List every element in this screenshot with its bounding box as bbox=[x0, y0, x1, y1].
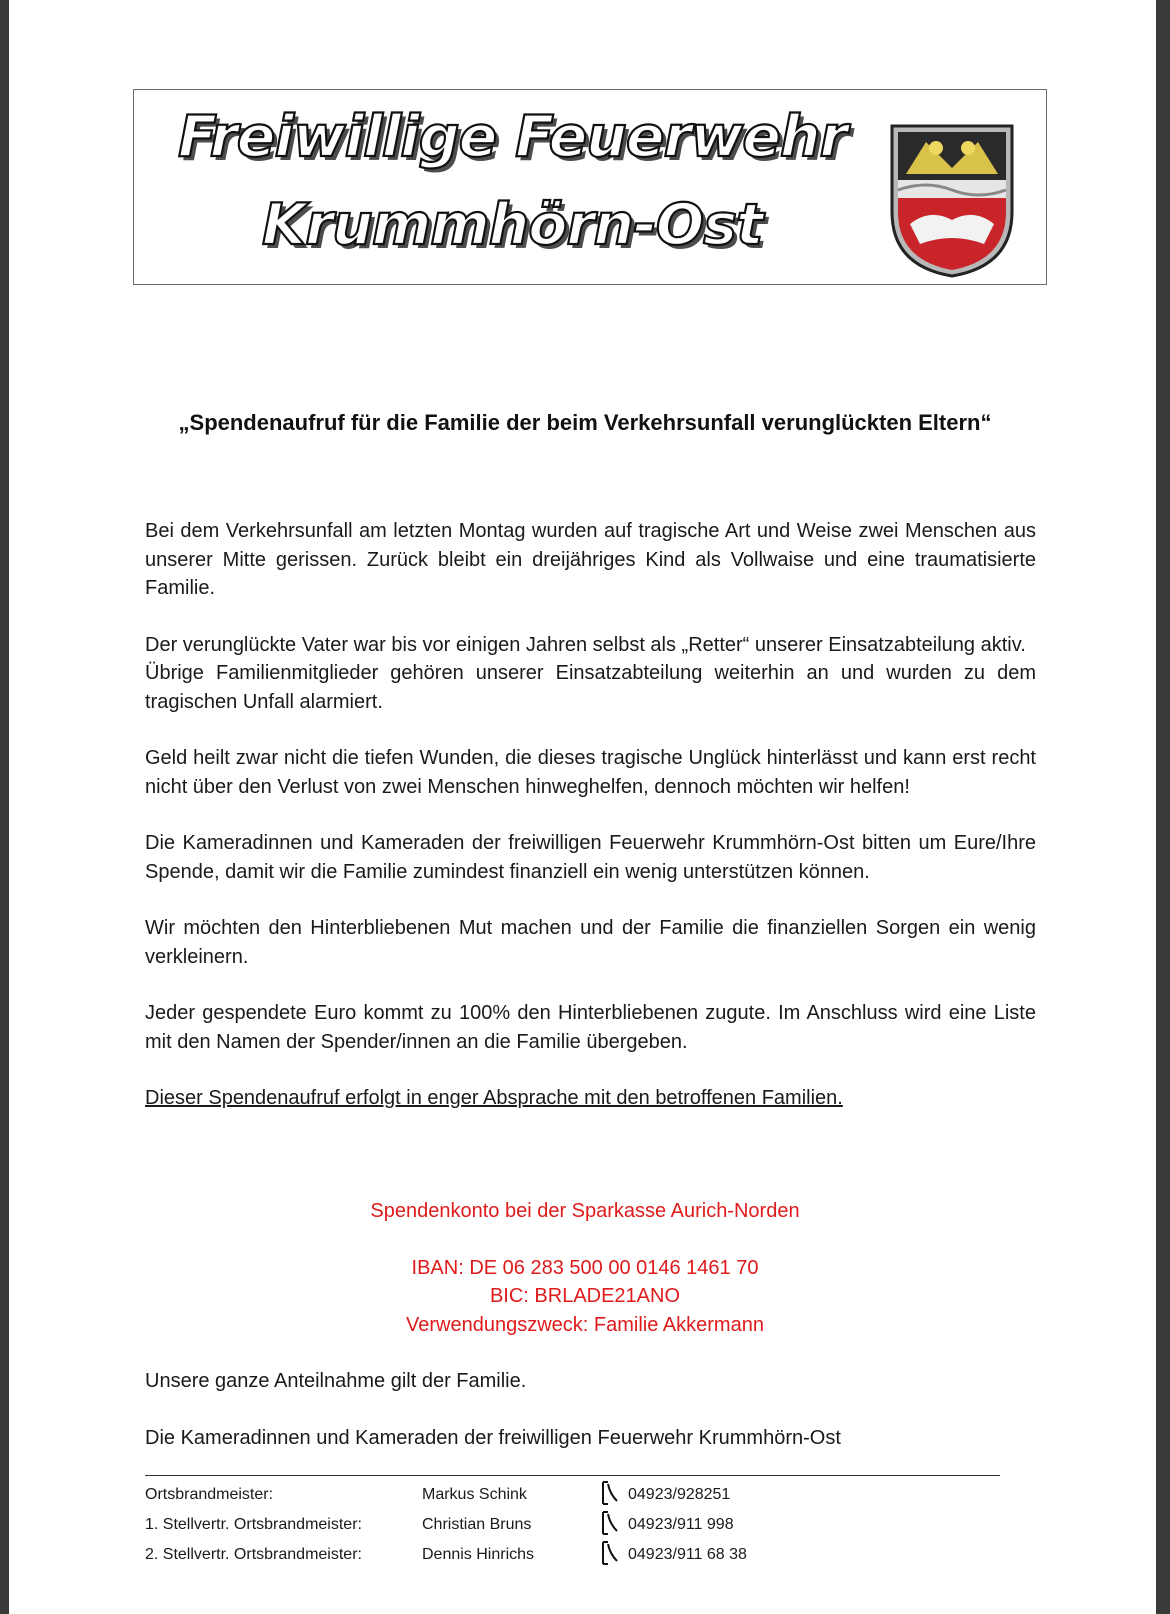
phone-icon bbox=[600, 1510, 620, 1536]
donation-account bbox=[0, 1197, 1170, 1339]
contact-phone[interactable]: 04923/911 998 bbox=[628, 1516, 734, 1533]
paragraph-accident: Bei dem Verkehrsunfall am letzten Montag wurden auf tragische Art und Weise zwei Menschen aus unserer Mitte gerissen. Zurück bleibt ein dreijähriges Kind als Vollwaise und eine traumatisierte Familie. bbox=[145, 520, 1036, 599]
contact-phone[interactable]: 04923/928251 bbox=[628, 1486, 731, 1503]
coat-of-arms-icon bbox=[886, 120, 1018, 280]
contact-role: Ortsbrandmeister: bbox=[145, 1486, 274, 1503]
donation-iban: IBAN: DE 06 283 500 00 0146 1461 70 bbox=[411, 1256, 759, 1279]
appeal-title: „Spendenaufruf für die Familie der beim Verkehrsunfall verunglückten Eltern“ bbox=[178, 410, 992, 435]
donation-purpose: Verwendungszweck: Familie Akkermann bbox=[406, 1313, 764, 1336]
page-edge-right bbox=[1156, 0, 1170, 1614]
closing bbox=[145, 1367, 1036, 1452]
paragraph-father: Der verunglückte Vater war bis vor einigen Jahren selbst als „Retter“ unserer Einsatzabteilung aktiv. bbox=[145, 633, 1026, 656]
org-name-line-1: Freiwillige Feuerwehr bbox=[178, 104, 847, 170]
phone-icon bbox=[600, 1540, 620, 1566]
contact-role: 1. Stellvertr. Ortsbrandmeister: bbox=[145, 1516, 362, 1533]
contact-name: Dennis Hinrichs bbox=[422, 1546, 535, 1563]
sympathy-line: Unsere ganze Anteilnahme gilt der Familie. bbox=[145, 1370, 527, 1392]
paragraph-money: Geld heilt zwar nicht die tiefen Wunden, die dieses tragische Unglück hinterlässt und kann erst recht nicht über den Verlust von zwei Menschen hinweghelfen, dennoch möchten wir helfen! bbox=[145, 747, 1036, 798]
divider bbox=[145, 1475, 1000, 1476]
paragraph-family-members: Übrige Familienmitglieder gehören unserer Einsatzabteilung weiterhin an und wurden zu dem tragischen Unfall alarmiert. bbox=[145, 662, 1036, 713]
paragraph-request: Die Kameradinnen und Kameraden der freiwilligen Feuerwehr Krummhörn-Ost bitten um Eure/Ihre Spende, damit wir die Familie zumindest finanziell ein wenig unterstützen können. bbox=[145, 832, 1036, 883]
page-edge-left bbox=[0, 0, 9, 1614]
appeal-body bbox=[145, 517, 1036, 1141]
donation-bic: BIC: BRLADE21ANO bbox=[489, 1285, 681, 1307]
contact-name: Markus Schink bbox=[422, 1486, 527, 1503]
contact-role: 2. Stellvertr. Ortsbrandmeister: bbox=[145, 1546, 362, 1563]
org-name-line-2: Krummhörn-Ost bbox=[262, 192, 763, 258]
paragraph-courage: Wir möchten den Hinterbliebenen Mut machen und der Familie die finanziellen Sorgen ein wenig verkleinern. bbox=[145, 917, 1036, 968]
contact-phone[interactable]: 04923/911 68 38 bbox=[628, 1546, 747, 1563]
phone-icon bbox=[600, 1480, 620, 1506]
letterhead bbox=[133, 89, 1047, 285]
donation-heading: Spendenkonto bei der Sparkasse Aurich-Norden bbox=[370, 1200, 800, 1222]
signature-line: Die Kameradinnen und Kameraden der freiwilligen Feuerwehr Krummhörn-Ost bbox=[145, 1426, 841, 1449]
paragraph-agreement: Dieser Spendenaufruf erfolgt in enger Absprache mit den betroffenen Familien. bbox=[145, 1087, 843, 1109]
contact-name: Christian Bruns bbox=[422, 1516, 532, 1533]
paragraph-every-euro: Jeder gespendete Euro kommt zu 100% den Hinterbliebenen zugute. Im Anschluss wird eine Liste mit den Namen der Spender/innen an die Familie übergeben. bbox=[145, 1002, 1036, 1053]
